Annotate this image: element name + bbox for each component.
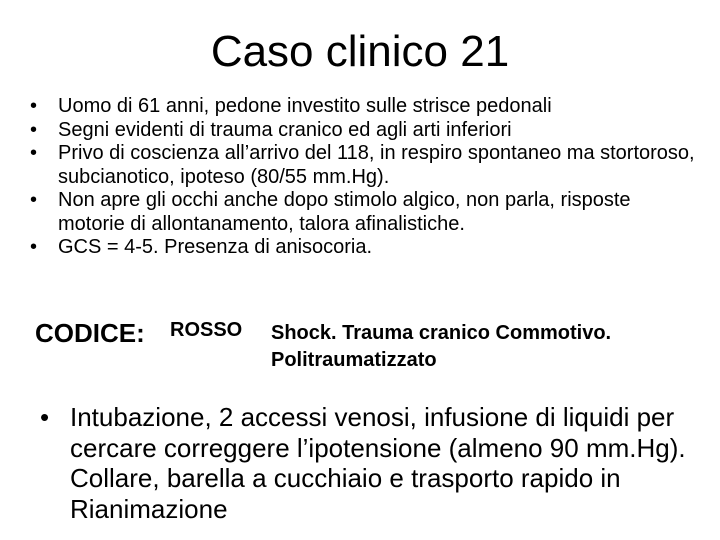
case-details-list	[30, 95, 700, 260]
treatment-list	[40, 402, 690, 524]
bullet-icon: •	[30, 236, 38, 258]
list-item-text: Uomo di 61 anni, pedone investito sulle strisce pedonali	[58, 95, 552, 117]
list-item-text: Non apre gli occhi anche dopo stimolo algico, non parla, risposte motorie di allontanamento, talora afinalistiche.	[58, 189, 631, 235]
slide-title: Caso clinico 21	[210, 27, 510, 76]
list-item	[30, 95, 700, 119]
list-item	[30, 119, 700, 143]
triage-code-color: ROSSO	[170, 319, 243, 341]
bullet-icon: •	[30, 118, 38, 141]
triage-code-label: CODICE:	[35, 318, 145, 348]
list-item-text: Privo di coscienza all’arrivo del 118, in respiro spontaneo ma stortoroso, subcianotico, ipoteso (80/55 mm.Hg).	[58, 142, 695, 188]
list-item	[40, 402, 690, 524]
list-item	[30, 236, 700, 260]
triage-code-description: Shock. Trauma cranico Commotivo. Politraumatizzato	[271, 322, 612, 371]
list-item	[30, 189, 700, 236]
treatment-text: Intubazione, 2 accessi venosi, infusione di liquidi per cercare correggere l’ipotensione (almeno 90 mm.Hg). Collare, barella a cucchiaio e trasporto rapido in Rianimazione	[70, 402, 686, 524]
bullet-icon: •	[40, 402, 50, 432]
bullet-icon: •	[30, 189, 38, 211]
list-item	[30, 142, 700, 189]
bullet-icon: •	[30, 142, 38, 164]
list-item-text: Segni evidenti di trauma cranico ed agli arti inferiori	[58, 118, 512, 141]
list-item-text: GCS = 4-5. Presenza di anisocoria.	[58, 236, 373, 258]
bullet-icon: •	[30, 95, 38, 117]
